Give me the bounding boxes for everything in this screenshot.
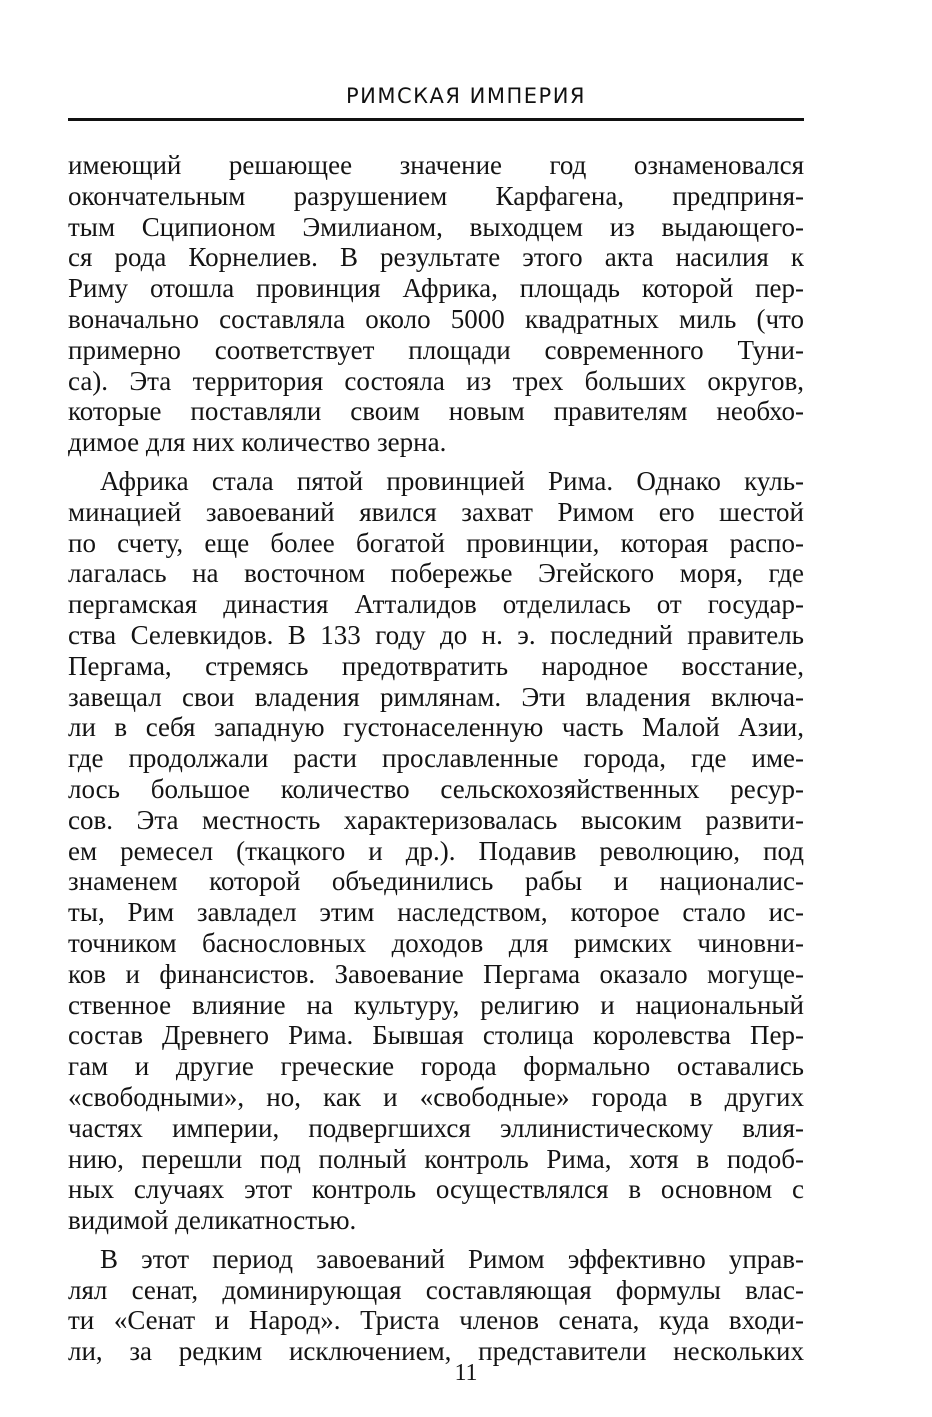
text-line: лял сенат, доминирующая составляющая формулы влас- xyxy=(68,1274,804,1305)
page-number: 11 xyxy=(454,1360,478,1386)
text-line: примерно соответствует площади современного Туни- xyxy=(68,334,804,365)
paragraph-gap xyxy=(68,458,804,466)
text-line: «свободными», но, как и «свободные» города в других xyxy=(68,1081,804,1112)
text-line: частях империи, подвергшихся эллинистическому влия- xyxy=(68,1112,804,1143)
text-line: ственное влияние на культуру, религию и национальный xyxy=(68,989,804,1020)
text-line: са). Эта территория состояла из трех больших округов, xyxy=(68,365,804,396)
text-line: ем ремесел (ткацкого и др.). Подавив революцию, под xyxy=(68,835,804,866)
text-line: минацией завоеваний явился захват Римом его шестой xyxy=(68,496,804,527)
text-line: ся рода Корнелиев. В результате этого акта насилия к xyxy=(68,242,804,273)
text-line: тым Сципионом Эмилианом, выходцем из выдающего- xyxy=(68,211,804,242)
text-line: Африка стала пятой провинцией Рима. Однако куль- xyxy=(100,465,804,496)
paragraph xyxy=(68,150,804,458)
text-line: Риму отошла провинция Африка, площадь которой пер- xyxy=(68,273,804,304)
text-line: где продолжали расти прославленные города, где име- xyxy=(68,743,804,774)
text-line: пергамская династия Атталидов отделилась от государ- xyxy=(68,589,804,620)
paragraph xyxy=(68,1244,804,1367)
text-line: состав Древнего Рима. Бывшая столица королевства Пер- xyxy=(68,1020,804,1051)
text-line: нию, перешли под полный контроль Рима, хотя в подоб- xyxy=(68,1143,804,1174)
text-line: ли, за редким исключением, представители нескольких xyxy=(68,1336,804,1367)
text-line: сов. Эта местность характеризовалась высоким развити- xyxy=(68,804,804,835)
text-line: ства Селевкидов. В 133 году до н. э. последний правитель xyxy=(68,619,804,650)
text-line: димое для них количество зерна. xyxy=(68,427,447,458)
text-line: ты, Рим завладел этим наследством, которое стало ис- xyxy=(68,897,804,928)
text-line: Пергама, стремясь предотвратить народное восстание, xyxy=(68,650,804,681)
text-line: видимой деликатностью. xyxy=(68,1205,357,1236)
text-line: ных случаях этот контроль осуществлялся в основном с xyxy=(68,1174,804,1205)
text-line: лось большое количество сельскохозяйственных ресур- xyxy=(68,773,804,804)
text-line: знаменем которой объединились рабы и националис- xyxy=(68,866,804,897)
header-rule xyxy=(68,118,804,121)
text-line: воначально составляла около 5000 квадратных миль (что xyxy=(68,303,804,334)
text-line: гам и другие греческие города формально оставались xyxy=(68,1051,804,1082)
paragraph xyxy=(68,466,804,1236)
text-line: ков и финансистов. Завоевание Пергама оказало могуще- xyxy=(68,958,804,989)
paragraph-gap xyxy=(68,1236,804,1244)
text-line: которые поставляли своим новым правителям необхо- xyxy=(68,396,804,427)
text-line: имеющий решающее значение год ознаменовался xyxy=(68,150,804,180)
text-line: по счету, еще более богатой провинции, которая распо- xyxy=(68,527,804,558)
text-line: ли в себя западную густонаселенную часть Малой Азии, xyxy=(68,712,804,743)
text-line: ти «Сенат и Народ». Триста членов сената, куда входи- xyxy=(68,1305,804,1336)
text-line: окончательным разрушением Карфагена, предприня- xyxy=(68,180,804,211)
text-line: В этот период завоеваний Римом эффективно управ- xyxy=(100,1243,804,1274)
text-line: завещал свои владения римлянам. Эти владения включа- xyxy=(68,681,804,712)
text-line: лагалась на восточном побережье Эгейского моря, где xyxy=(68,558,804,589)
running-title: РИМСКАЯ ИМПЕРИЯ xyxy=(345,84,587,108)
text-line: точником баснословных доходов для римских чиновни- xyxy=(68,927,804,958)
body-text xyxy=(68,150,804,1367)
